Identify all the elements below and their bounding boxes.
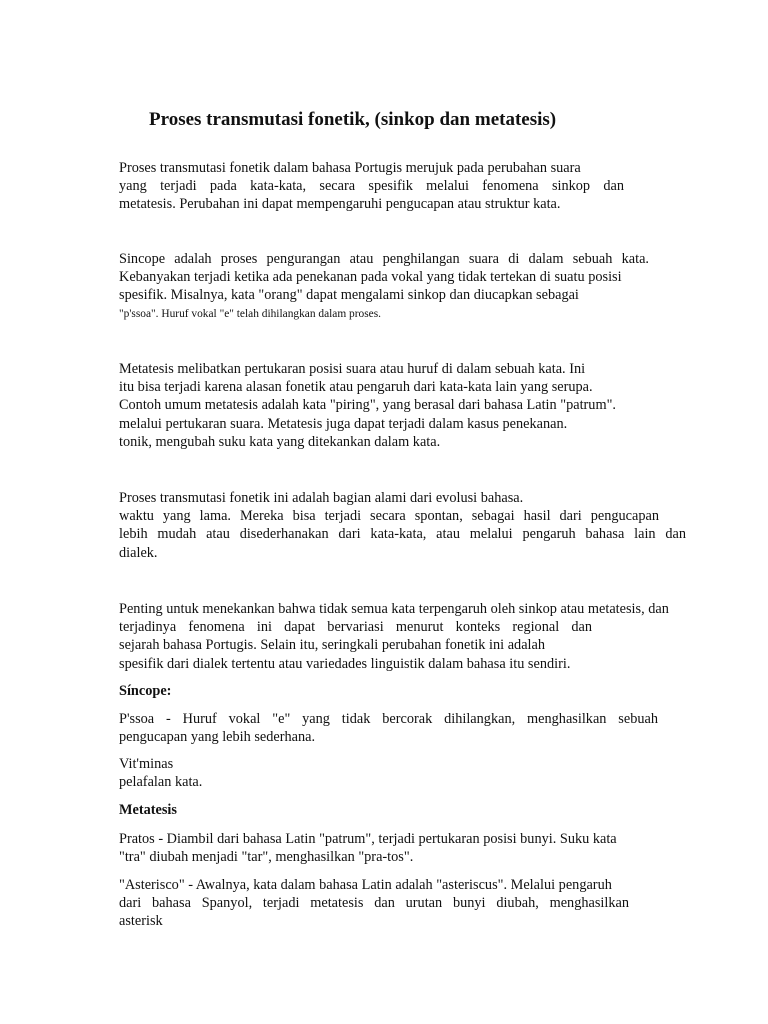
asterisco-example [119, 876, 629, 931]
text-line: Contoh umum metatesis adalah kata "piring", yang berasal dari bahasa Latin "patrum". [119, 397, 616, 414]
text-line: P'ssoa - Huruf vokal "e" yang tidak bercorak dihilangkan, menghasilkan sebuah [119, 711, 658, 727]
text-line: itu bisa terjadi karena alasan fonetik atau pengaruh dari kata-kata lain yang serupa. [119, 379, 593, 396]
text-line: terjadinya fenomena ini dapat bervariasi menurut konteks regional dan [119, 619, 592, 636]
metatesis-paragraph [119, 360, 664, 451]
text-line: yang terjadi pada kata-kata, secara spesifik melalui fenomena sinkop dan [119, 178, 624, 195]
text-line: pelafalan kata. [119, 774, 203, 791]
text-line: Penting untuk menekankan bahwa tidak semua kata terpengaruh oleh sinkop atau metatesis, dan [119, 601, 669, 617]
text-line: Pratos - Diambil dari bahasa Latin "patrum", terjadi pertukaran posisi bunyi. Suku kata [119, 831, 617, 847]
text-line: pengucapan yang lebih sederhana. [119, 729, 316, 746]
text-line: "Asterisco" - Awalnya, kata dalam bahasa Latin adalah "asteriscus". Melalui pengaruh [119, 877, 612, 893]
text-line: waktu yang lama. Mereka bisa terjadi secara spontan, sebagai hasil dari pengucapan [119, 508, 659, 525]
text-line: Kebanyakan terjadi ketika ada penekanan pada vokal yang tidak tertekan di suatu posisi [119, 269, 622, 286]
text-line: Proses transmutasi fonetik ini adalah bagian alami dari evolusi bahasa. [119, 490, 524, 506]
text-line: "tra" diubah menjadi "tar", menghasilkan "pra-tos". [119, 849, 414, 866]
text-line: Vit'minas [119, 756, 174, 772]
evolution-paragraph [119, 489, 686, 562]
pssoa-example [119, 710, 658, 746]
text-line: tonik, mengubah suku kata yang ditekankan dalam kata. [119, 433, 441, 450]
pratos-example [119, 830, 664, 866]
text-line: Metatesis melibatkan pertukaran posisi suara atau huruf di dalam sebuah kata. Ini [119, 361, 586, 377]
document-title: Proses transmutasi fonetik, (sinkop dan metatesis) [149, 109, 557, 130]
text-line: Sincope adalah proses pengurangan atau penghilangan suara di dalam sebuah kata. [119, 251, 649, 267]
text-line: lebih mudah atau disederhanakan dari kata-kata, atau melalui pengaruh bahasa lain dan [119, 526, 686, 543]
sincope-paragraph [119, 250, 649, 323]
text-line: dari bahasa Spanyol, terjadi metatesis dan urutan bunyi diubah, menghasilkan [119, 895, 629, 912]
text-line: metatesis. Perubahan ini dapat mempengaruhi pengucapan atau struktur kata. [119, 196, 561, 213]
important-paragraph [119, 600, 707, 673]
text-line: sejarah bahasa Portugis. Selain itu, seringkali perubahan fonetik ini adalah [119, 637, 546, 654]
text-line: spesifik. Misalnya, kata "orang" dapat mengalami sinkop dan diucapkan sebagai [119, 287, 579, 304]
text-line: spesifik dari dialek tertentu atau variedades linguistik dalam bahasa itu sendiri. [119, 655, 571, 672]
vitminas-example [119, 755, 419, 791]
text-line: dialek. [119, 544, 158, 561]
metatesis-heading: Metatesis [119, 802, 177, 818]
text-line: Proses transmutasi fonetik dalam bahasa Portugis merujuk pada perubahan suara [119, 160, 581, 176]
intro-paragraph [119, 159, 624, 214]
text-line: melalui pertukaran suara. Metatesis juga dapat terjadi dalam kasus penekanan. [119, 415, 568, 432]
text-line: asterisk [119, 913, 163, 930]
text-line: "p'ssoa". Huruf vokal "e" telah dihilangkan dalam proses. [119, 307, 382, 320]
sincope-heading: Síncope: [119, 683, 172, 699]
